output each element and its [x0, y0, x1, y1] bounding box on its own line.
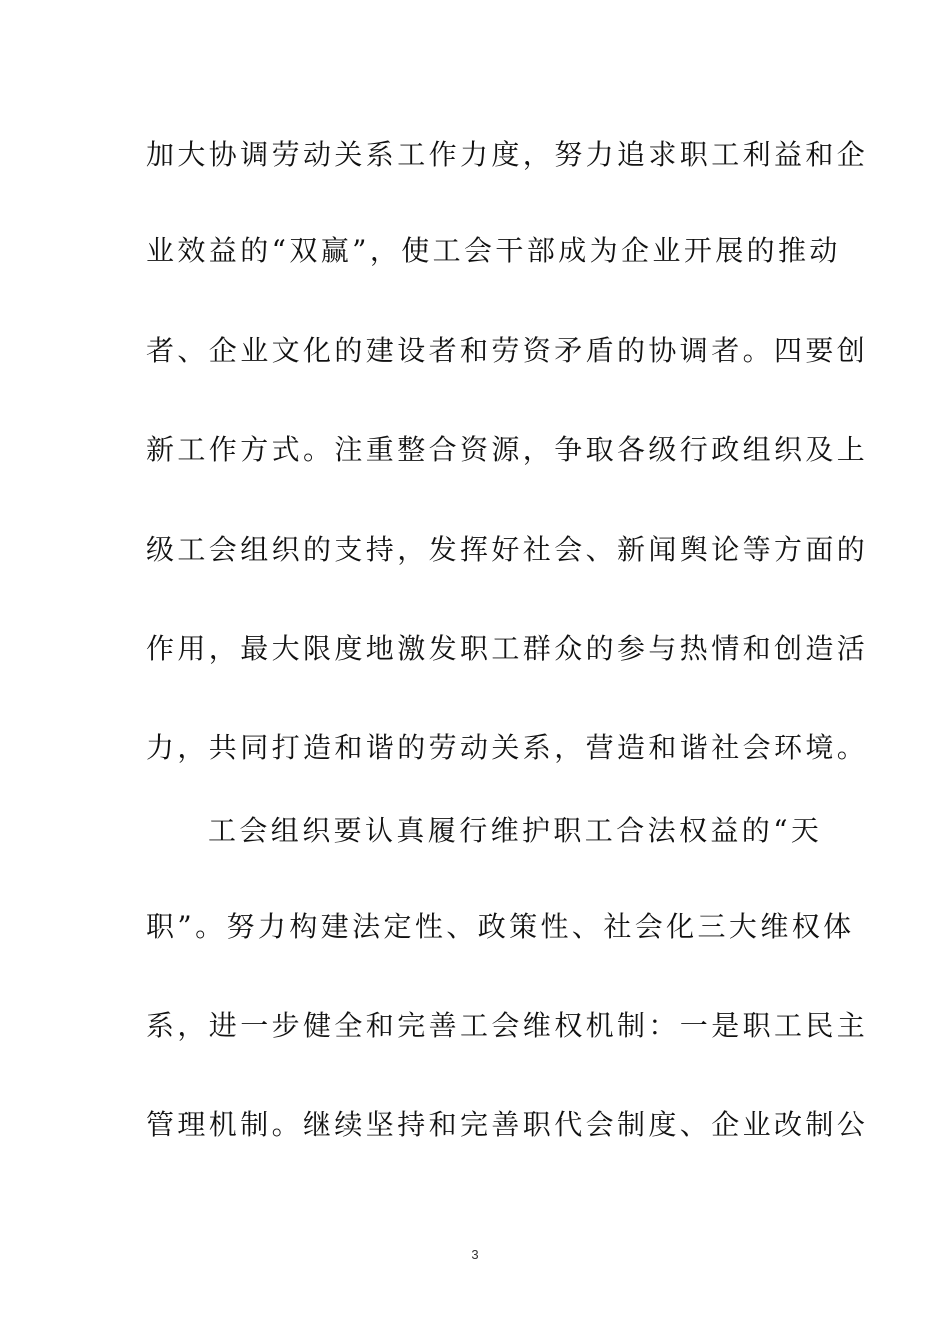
- paragraph-2-first-line: 工会组织要认真履行维护职工合法权益的“天: [208, 814, 823, 847]
- body-line-9: 职”。努力构建法定性、政策性、社会化三大维权体: [146, 910, 855, 943]
- page-number: 3: [471, 1247, 479, 1262]
- body-line-4: 新工作方式。注重整合资源，争取各级行政组织及上: [146, 433, 869, 466]
- body-line-3: 者、企业文化的建设者和劳资矛盾的协调者。四要创: [146, 334, 869, 367]
- body-line-11: 管理机制。继续坚持和完善职代会制度、企业改制公: [146, 1108, 869, 1141]
- body-line-10: 系，进一步健全和完善工会维权机制：一是职工民主: [146, 1009, 869, 1042]
- body-line-2: 业效益的“双赢”，使工会干部成为企业开展的推动: [146, 234, 841, 267]
- body-line-6: 作用，最大限度地激发职工群众的参与热情和创造活: [146, 632, 869, 665]
- body-line-1: 加大协调劳动关系工作力度，努力追求职工利益和企: [146, 138, 869, 171]
- body-line-5: 级工会组织的支持，发挥好社会、新闻舆论等方面的: [146, 533, 869, 566]
- body-line-7: 力，共同打造和谐的劳动关系，营造和谐社会环境。: [146, 731, 869, 764]
